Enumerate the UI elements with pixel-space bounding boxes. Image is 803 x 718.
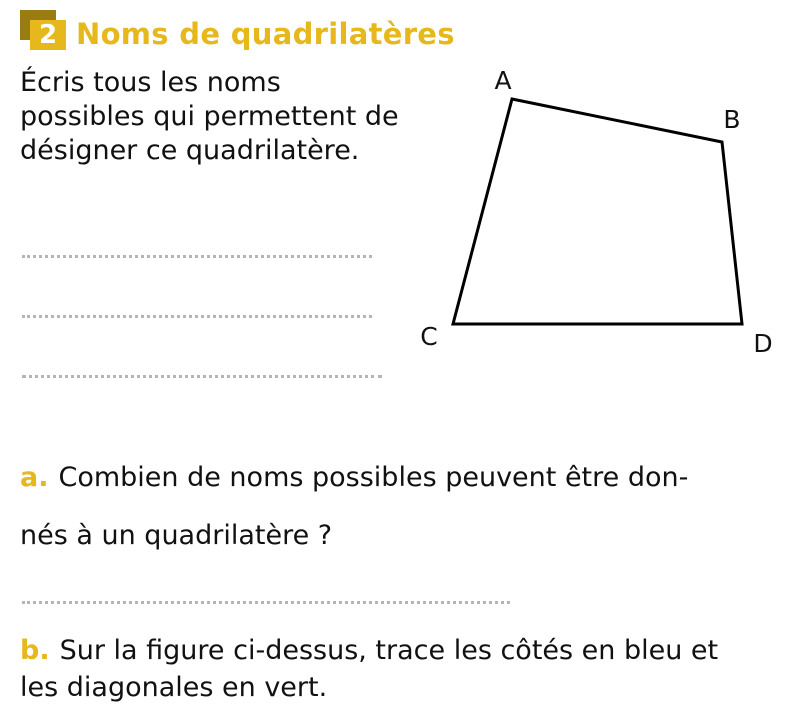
question-b-letter: b. <box>20 635 50 666</box>
question-b-line-2 <box>20 672 327 703</box>
question-a-line-1 <box>20 462 688 493</box>
exercise-title: Noms de quadrilatères <box>76 17 455 51</box>
quadrilateral-shape <box>453 99 742 324</box>
vertex-label-c: C <box>420 322 438 351</box>
answer-line-1[interactable] <box>22 255 372 258</box>
vertex-label-b: B <box>723 105 741 134</box>
exercise-header <box>20 10 455 50</box>
question-b-line-1 <box>20 635 718 666</box>
vertex-label-a: A <box>494 66 512 95</box>
exercise-number-badge <box>20 10 66 50</box>
vertex-label-d: D <box>753 329 773 358</box>
question-b-text-1: Sur la figure ci-dessus, trace les côtés en bleu et <box>59 635 719 666</box>
quadrilateral-figure <box>400 60 800 380</box>
answer-line-a[interactable] <box>22 601 510 604</box>
question-a-text-2: nés à un quadrilatère ? <box>20 520 333 551</box>
question-b-text-2: les diagonales en vert. <box>20 672 328 703</box>
question-a-line-2 <box>20 520 332 551</box>
question-a-letter: a. <box>20 462 49 493</box>
answer-line-3[interactable] <box>22 375 382 378</box>
answer-line-2[interactable] <box>22 315 372 318</box>
question-a-text-1: Combien de noms possibles peuvent être don- <box>58 462 689 493</box>
exercise-number: 2 <box>30 20 66 50</box>
instruction-text: Écris tous les noms possibles qui permettent de désigner ce quadrilatère. <box>20 67 399 166</box>
